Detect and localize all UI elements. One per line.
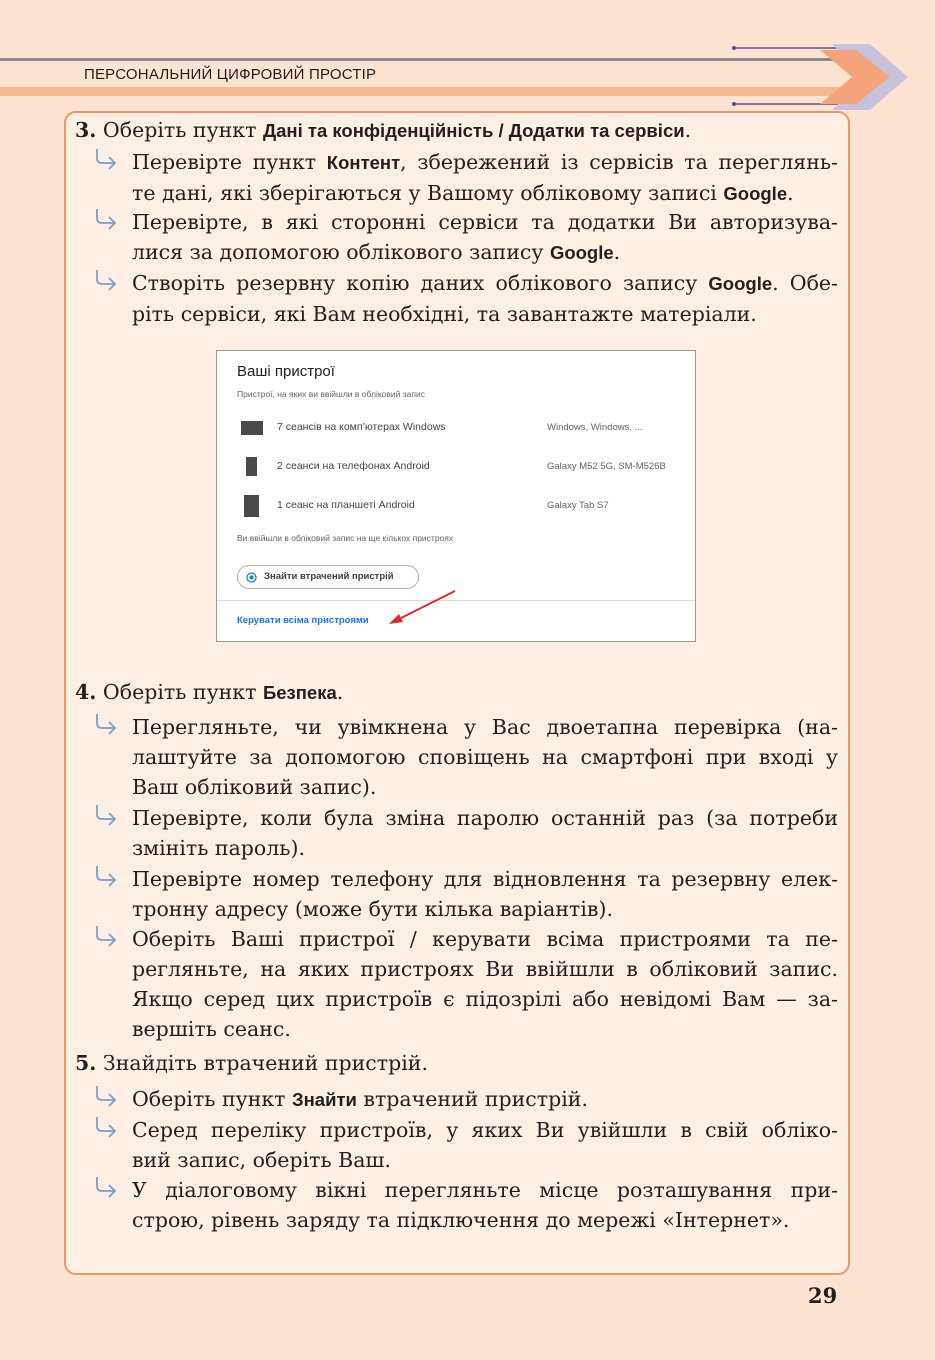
step-4-bullet-1: Перегляньте, чи увімкнена у Вас двоетапна перевірка (на- лаштуйте за допомогою сповіщень на смартфоні при вході у Ваш обліковий запис). [132,715,838,799]
step-3-bullet-2: Перевірте, в які сторонні сервіси та додатки Ви авторизува- лися за допомогою облікового запису Google. [132,210,838,264]
step-4-heading: 4. Оберіть пункт Безпека. [75,680,344,704]
red-arrow-icon [385,587,459,627]
screenshot-title: Ваші пристрої [237,363,335,380]
phone-icon [246,457,257,476]
bullet-arrow-icon [93,1084,119,1110]
step-5-bullet-1: Оберіть пункт Знайти втрачений пристрій. [132,1087,588,1111]
devices-screenshot [216,350,696,642]
page-number: 29 [808,1283,838,1308]
computer-icon [241,421,263,435]
bullet-arrow-icon [93,268,119,294]
bullet-arrow-icon [93,207,119,233]
step-3-bullet-3: Створіть резервну копію даних облікового запису Google. Обе- ріть сервіси, які Вам необхідні, та завантажте матеріали. [132,271,838,326]
header-chevron-decoration [712,40,912,114]
device-row-detail: Galaxy M52 5G, SM-M526B [547,461,666,472]
step-5-bullet-2: Серед переліку пристроїв, у яких Ви увійшли в свій обліко- вий запис, оберіть Ваш. [132,1118,838,1172]
bullet-arrow-icon [93,1175,119,1201]
step-4-bullet-4: Оберіть Ваші пристрої / керувати всіма пристроями та пе- регляньте, на яких пристроях Ви ввійшли в обліковий запис. Якщо серед цих пристроїв є підозрілі або невідомі Вам — за- вершіть сеанс. [132,927,838,1041]
step-4-bullet-2: Перевірте, коли була зміна паролю останній раз (за потреби змініть пароль). [132,806,838,860]
step-5-heading: 5. Знайдіть втрачений пристрій. [75,1051,428,1075]
bullet-arrow-icon [93,147,119,173]
device-row-detail: Galaxy Tab S7 [547,500,609,511]
step-3-bullet-1: Перевірте пункт Контент, збережений із сервісів та переглянь- те дані, які зберігаються у Вашому обліковому записі Google. [132,150,838,205]
find-device-button[interactable] [237,565,419,589]
more-devices-text: Ви ввійшли в обліковий запис на ще кількох пристроях [237,533,454,543]
bullet-arrow-icon [93,712,119,738]
manage-devices-link[interactable]: Керувати всіма пристроями [237,615,369,626]
step-3-heading: 3. Оберіть пункт Дані та конфіденційність / Додатки та сервіси. [75,118,692,142]
running-header: ПЕРСОНАЛЬНИЙ ЦИФРОВИЙ ПРОСТІР [84,66,377,83]
device-row-label[interactable]: 1 сеанс на планшеті Android [277,499,415,511]
screenshot-subtitle: Пристрої, на яких ви ввійшли в обліковий запис [237,389,425,399]
bullet-arrow-icon [93,924,119,950]
device-row-label[interactable]: 7 сеансів на комп’ютерах Windows [277,421,446,433]
bullet-arrow-icon [93,864,119,890]
device-row-detail: Windows, Windows, ... [547,422,643,433]
tablet-icon [244,495,259,517]
bullet-arrow-icon [93,1115,119,1141]
step-4-bullet-3: Перевірте номер телефону для відновлення та резервну елек- тронну адресу (може бути кілька варіантів). [132,867,838,921]
find-device-label: Знайти втрачений пристрій [264,571,394,582]
location-icon [246,572,257,583]
step-5-bullet-3: У діалоговому вікні перегляньте місце розташування при- строю, рівень заряду та підключення до мережі «Інтернет». [132,1178,838,1232]
device-row-label[interactable]: 2 сеанси на телефонах Android [277,460,430,472]
bullet-arrow-icon [93,803,119,829]
